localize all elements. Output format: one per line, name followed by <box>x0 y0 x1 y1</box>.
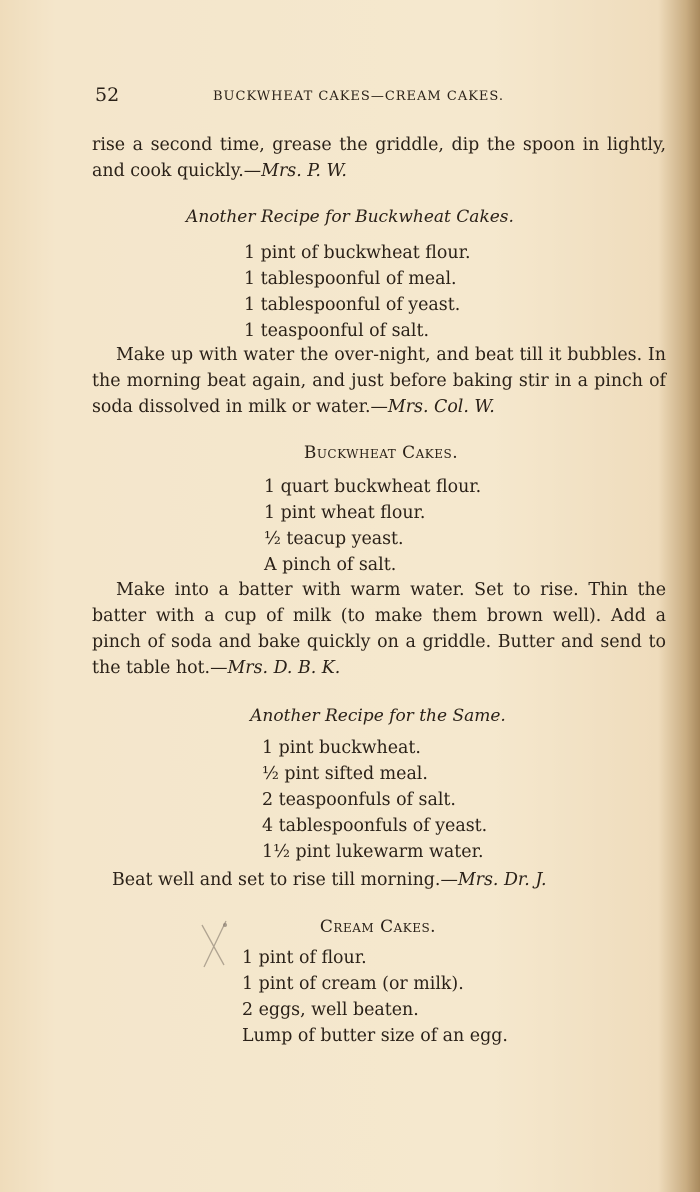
ingredient-item: 1½ pint lukewarm water. <box>262 842 484 862</box>
recipe-title: Another Recipe for the Same. <box>250 706 506 726</box>
ingredient-list <box>242 945 508 1049</box>
ingredient-item: 2 eggs, well beaten. <box>242 1000 419 1020</box>
pencil-x-mark <box>196 913 232 971</box>
ingredient-list <box>262 735 487 865</box>
page-number: 52 <box>95 84 120 106</box>
recipe-title: Buckwheat Cakes. <box>303 443 459 463</box>
ingredient-item: 1 tablespoonful of yeast. <box>244 295 461 315</box>
running-head: BUCKWHEAT CAKES—CREAM CAKES. <box>213 89 504 104</box>
instructions-text: Make up with water the over-night, and beat till it bubbles. In the morning beat again, and just before baking stir in a pinch of soda dissolved in milk or water.— <box>92 345 666 417</box>
ingredient-list <box>244 240 471 344</box>
recipe-signature: Mrs. Col. W. <box>387 397 495 417</box>
instructions-text: Make into a batter with warm water. Set to rise. Thin the batter with a cup of milk (to make them brown well). Add a pinch of soda and bake quickly on a griddle. Butter and send to the table hot.— <box>92 580 666 678</box>
recipe-instructions <box>112 867 666 893</box>
recipe-title: Another Recipe for Buckwheat Cakes. <box>186 207 514 227</box>
ingredient-item: ½ teacup yeast. <box>264 529 404 549</box>
ingredient-item: 1 quart buckwheat flour. <box>264 477 482 497</box>
recipe-instructions <box>92 342 666 420</box>
ingredient-item: 2 teaspoonfuls of salt. <box>262 790 456 810</box>
ingredient-item: 1 pint of flour. <box>242 948 367 968</box>
ingredient-item: 4 tablespoonfuls of yeast. <box>262 816 488 836</box>
ingredient-item: A pinch of salt. <box>264 555 397 575</box>
recipe-title: Cream Cakes. <box>319 917 437 937</box>
intro-signature: Mrs. P. W. <box>261 161 347 181</box>
ingredient-item: 1 pint wheat flour. <box>264 503 426 523</box>
ingredient-item: Lump of butter size of an egg. <box>242 1026 508 1046</box>
ingredient-item: 1 pint buckwheat. <box>262 738 421 758</box>
page-header <box>95 84 565 108</box>
recipe-signature: Mrs. D. B. K. <box>227 658 341 678</box>
recipe-instructions <box>92 577 666 681</box>
ingredient-item: 1 pint of buckwheat flour. <box>244 243 471 263</box>
intro-paragraph <box>92 132 666 184</box>
ingredient-item: 1 tablespoonful of meal. <box>244 269 457 289</box>
instructions-text: Beat well and set to rise till morning.— <box>112 870 458 890</box>
ingredient-item: ½ pint sifted meal. <box>262 764 428 784</box>
ingredient-list <box>264 474 481 578</box>
recipe-signature: Mrs. Dr. J. <box>457 870 547 890</box>
intro-text: rise a second time, grease the griddle, dip the spoon in lightly, and cook quickly.— <box>92 135 666 181</box>
ingredient-item: 1 teaspoonful of salt. <box>244 321 429 341</box>
ingredient-item: 1 pint of cream (or milk). <box>242 974 464 994</box>
